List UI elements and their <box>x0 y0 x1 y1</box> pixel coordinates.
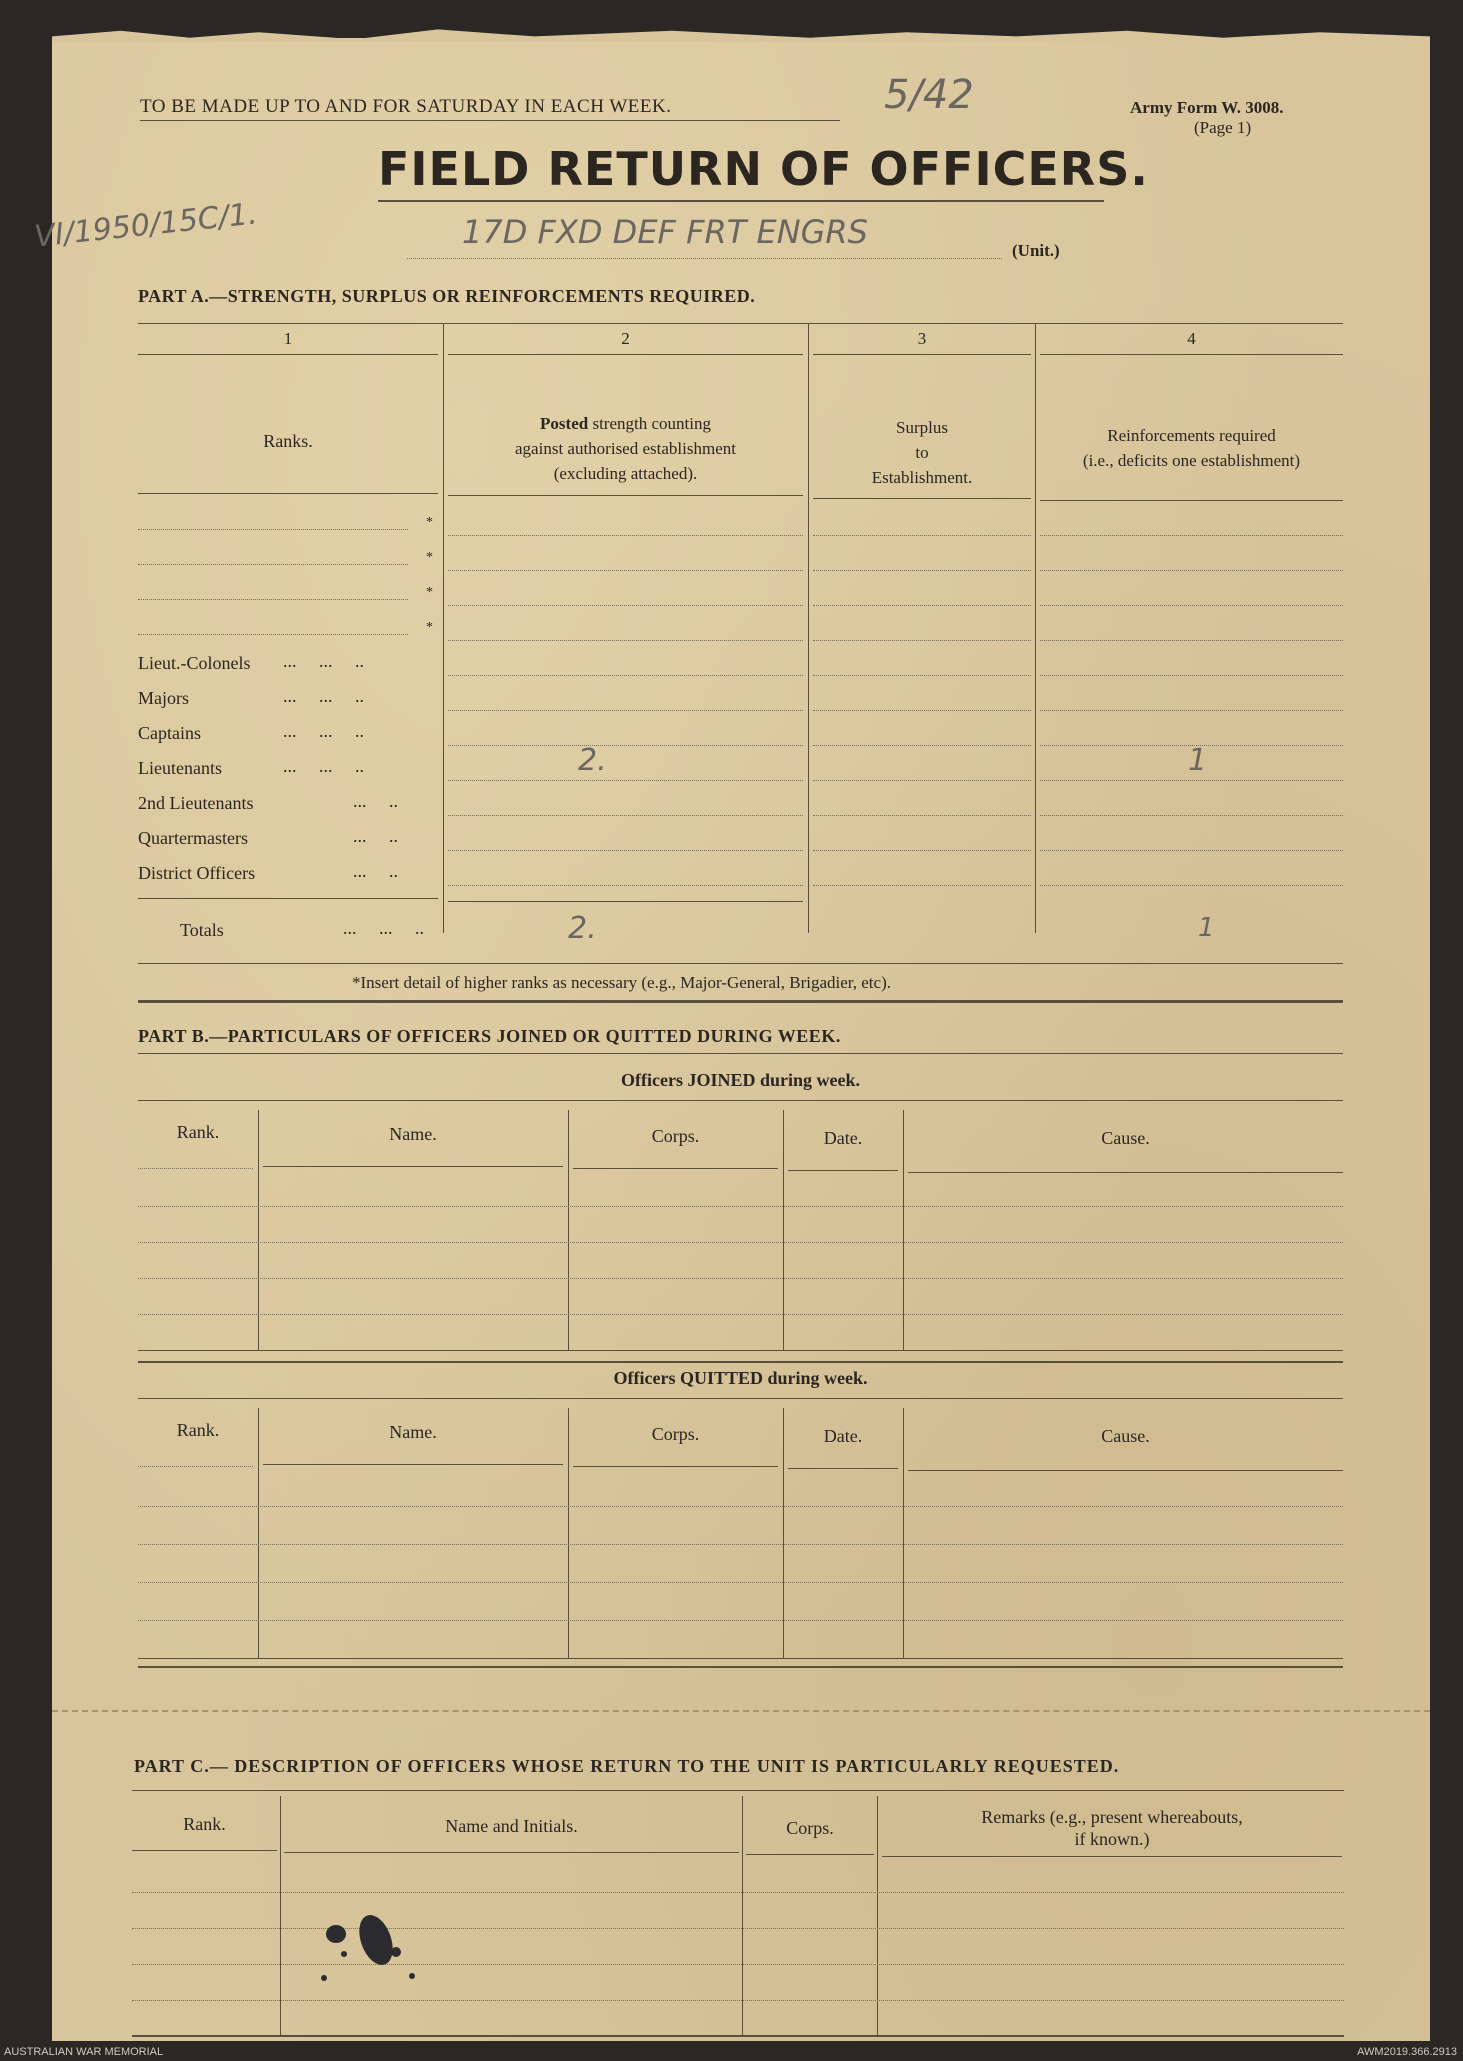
totals-label: Totals <box>180 920 224 940</box>
part-c-col-name: Name and Initials. <box>445 1816 578 1836</box>
handwritten-file-number: VI/1950/15C/1. <box>32 196 260 255</box>
joined-col-rank: Rank. <box>176 1122 220 1142</box>
joined-col-corps: Corps. <box>651 1126 700 1146</box>
title-underline <box>378 200 1104 202</box>
rank-majors: Majors <box>138 688 189 708</box>
form-number: Army Form W. 3008. <box>1130 98 1284 117</box>
ink-blot-icon <box>314 1906 434 2006</box>
joined-col-date: Date. <box>823 1128 863 1148</box>
joined-table <box>138 1100 1343 1360</box>
rank-quartermasters: Quartermasters <box>138 828 248 848</box>
rank-lieutenants: Lieutenants <box>138 758 222 778</box>
quitted-col-corps: Corps. <box>651 1424 700 1444</box>
part-c-heading: PART C.— DESCRIPTION OF OFFICERS WHOSE RETURN TO THE UNIT IS PARTICULARLY REQUESTED. <box>134 1756 1120 1776</box>
col-number-1: 1 <box>283 329 293 348</box>
part-a-bottom-rule <box>138 1000 1343 1003</box>
posted-header: Posted strength counting against authorised establishment (excluding attached). <box>515 414 736 483</box>
form-page <box>32 38 1430 2041</box>
part-c-col-corps: Corps. <box>786 1818 834 1838</box>
part-a-footnote: *Insert detail of higher ranks as necessary (e.g., Major-General, Brigadier, etc). <box>352 973 891 992</box>
quitted-col-date: Date. <box>823 1426 863 1446</box>
handwritten-reference: 5/42 <box>884 72 974 118</box>
totals-posted-value: 2. <box>568 911 597 946</box>
quitted-col-name: Name. <box>389 1422 437 1442</box>
quitted-table <box>138 1398 1343 1668</box>
rank-district-officers: District Officers <box>138 863 256 883</box>
handwritten-unit: 17D FXD DEF FRT ENGRS <box>462 213 868 251</box>
surplus-header: Surplus to Establishment. <box>871 418 973 487</box>
quitted-col-cause: Cause. <box>1101 1426 1150 1446</box>
rank-2nd-lieutenants: 2nd Lieutenants <box>138 793 254 813</box>
unit-line <box>407 258 1002 259</box>
footer-left: AUSTRALIAN WAR MEMORIAL <box>4 2046 164 2058</box>
part-b-heading: PART B.—PARTICULARS OF OFFICERS JOINED OR QUITTED DURING WEEK. <box>138 1026 841 1046</box>
col-number-2: 2 <box>621 329 630 348</box>
perforation-line <box>52 1710 1430 1712</box>
instruction-underline <box>140 120 840 121</box>
joined-col-cause: Cause. <box>1101 1128 1150 1148</box>
quitted-col-rank: Rank. <box>176 1420 220 1440</box>
lieutenants-reinforcements-value: 1 <box>1188 743 1208 778</box>
unit-label: (Unit.) <box>1012 241 1060 260</box>
rank-captains: Captains <box>138 723 201 743</box>
col-number-3: 3 <box>917 329 927 348</box>
instruction-text: TO BE MADE UP TO AND FOR SATURDAY IN EACH WEEK. <box>140 96 672 117</box>
joined-subheading: Officers JOINED during week. <box>621 1070 860 1090</box>
part-a-heading: PART A.—STRENGTH, SURPLUS OR REINFORCEMENTS REQUIRED. <box>138 286 756 306</box>
strength-table: 1 2 3 4 Ranks. Posted strength counting against authorised establishment (excluding attached). Surplus to Establishment. Reinforcements required (i.e., deficits one establishment) * * * * Lieut.-Colonels Majors Captains Lieutenants 2nd Lieutenants Quartermasters District Officers ... ... .. ... ... .. ... ... .. ... ... .. ... .. ... .. ... .. 2. 1 Totals ... ... .. 2. 1 <box>138 323 1343 973</box>
page-title: FIELD RETURN OF OFFICERS. <box>378 142 1149 196</box>
reinforcements-header: Reinforcements required (i.e., deficits one establishment) <box>1082 426 1301 470</box>
page-number: (Page 1) <box>1194 118 1252 137</box>
ranks-header: Ranks. <box>263 431 313 451</box>
part-c-col-rank: Rank. <box>183 1814 226 1834</box>
totals-reinforcements-value: 1 <box>1198 913 1215 943</box>
col-number-4: 4 <box>1187 329 1196 348</box>
part-c-col-remarks: Remarks (e.g., present whereabouts, if known.) <box>981 1807 1243 1849</box>
lieutenants-posted-value: 2. <box>578 743 607 778</box>
rank-lieut-colonels: Lieut.-Colonels <box>138 653 251 673</box>
quitted-subheading: Officers QUITTED during week. <box>613 1368 868 1388</box>
joined-col-name: Name. <box>389 1124 437 1144</box>
footer-right: AWM2019.366.2913 <box>1357 2046 1457 2058</box>
